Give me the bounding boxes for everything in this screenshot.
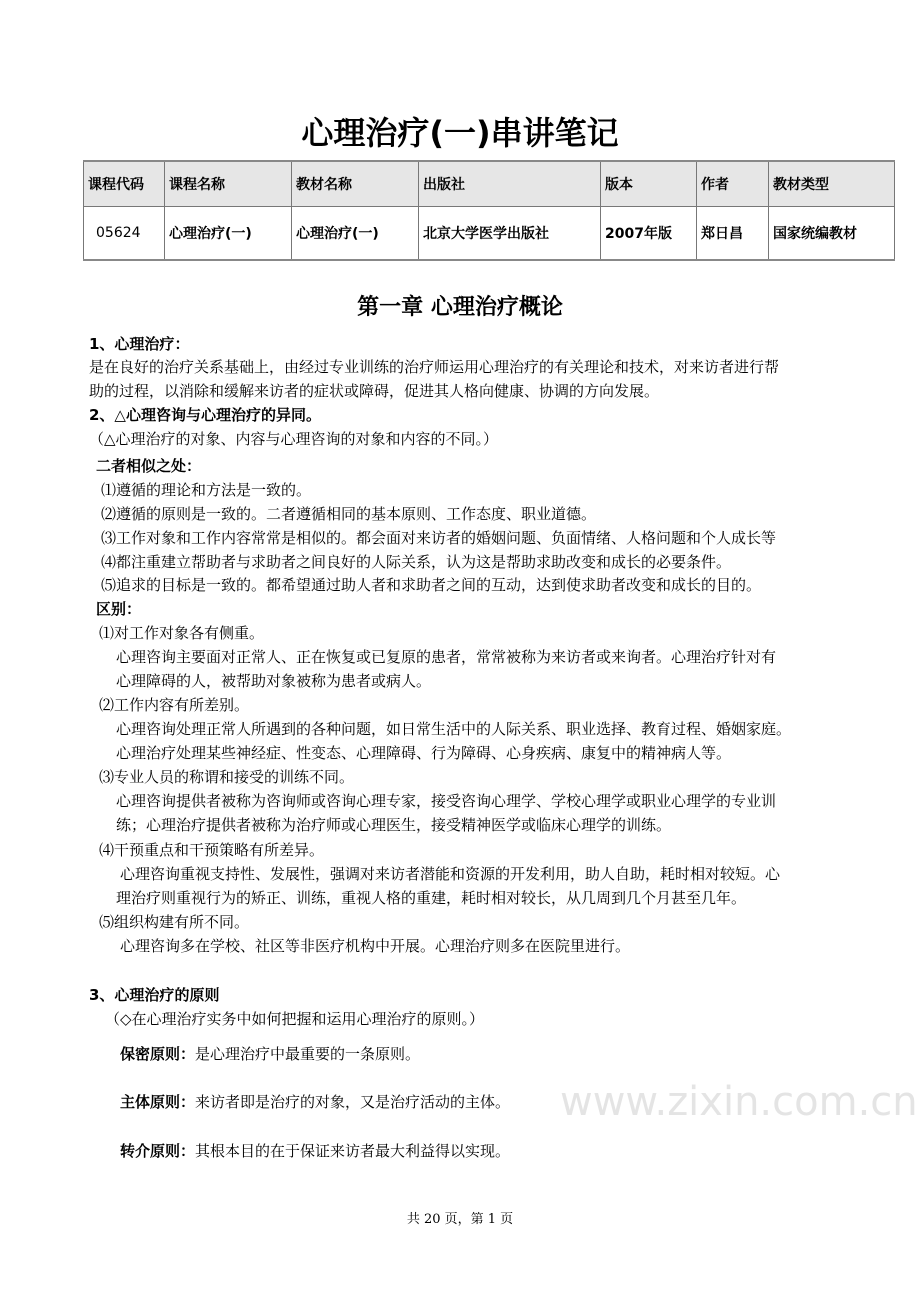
paragraph-line: 心理咨询多在学校、社区等非医疗机构中开展。心理治疗则多在医院里进行。 xyxy=(120,937,631,955)
principle-text: 其根本目的在于保证来访者最大利益得以实现。 xyxy=(195,1142,511,1160)
list-item: ⑷都注重建立帮助者与求助者之间良好的人际关系，认为这是帮助求助改变和成长的必要条件。 xyxy=(101,553,732,571)
principle-confidentiality xyxy=(120,1044,420,1064)
section-heading: 1、心理治疗： xyxy=(89,335,190,353)
list-item: ⑸组织构建有所不同。 xyxy=(99,913,250,931)
course-info-table xyxy=(83,160,895,261)
principle-text: 是心理治疗中最重要的一条原则。 xyxy=(195,1045,421,1063)
paragraph-line: 是在良好的治疗关系基础上，由经过专业训练的治疗师运用心理治疗的有关理论和技术，对来访者进行帮 xyxy=(89,358,780,376)
page-footer: 共 20 页，第 1 页 xyxy=(406,1212,514,1227)
table-cell: 心理治疗(一) xyxy=(165,207,292,261)
document-title: 心理治疗(一)串讲笔记 xyxy=(301,114,619,152)
paragraph-line: 心理咨询主要面对正常人、正在恢复或已复原的患者，常常被称为来访者或来询者。心理治疗针对有 xyxy=(116,648,777,666)
table-header: 版本 xyxy=(601,161,697,207)
table-header: 作者 xyxy=(697,161,769,207)
paragraph-line: （△心理治疗的对象、内容与心理咨询的对象和内容的不同。） xyxy=(89,430,499,448)
principle-referral xyxy=(120,1141,510,1161)
list-item: ⑵遵循的原则是一致的。二者遵循相同的基本原则、工作态度、职业道德。 xyxy=(101,505,597,523)
paragraph-line: 心理治疗处理某些神经症、性变态、心理障碍、行为障碍、心身疾病、康复中的精神病人等。 xyxy=(116,744,732,762)
table-cell: 北京大学医学出版社 xyxy=(419,207,601,261)
list-item: ⑴遵循的理论和方法是一致的。 xyxy=(101,481,312,499)
section-heading: 2、△心理咨询与心理治疗的异同。 xyxy=(89,406,321,424)
list-item: ⑴对工作对象各有侧重。 xyxy=(99,624,265,642)
table-header: 教材类型 xyxy=(769,161,895,207)
principle-text: 来访者即是治疗的对象，又是治疗活动的主体。 xyxy=(195,1093,511,1111)
table-cell: 国家统编教材 xyxy=(769,207,895,261)
list-item: ⑷干预重点和干预策略有所差异。 xyxy=(99,841,325,859)
subheading: 区别： xyxy=(96,600,142,618)
list-item: ⑶专业人员的称谓和接受的训练不同。 xyxy=(99,768,355,786)
table-header: 课程代码 xyxy=(84,161,165,207)
subheading: 二者相似之处： xyxy=(96,457,202,475)
paragraph-line: 心理咨询处理正常人所遇到的各种问题，如日常生活中的人际关系、职业选择、教育过程、婚姻家庭。 xyxy=(116,720,792,738)
table-header: 教材名称 xyxy=(292,161,419,207)
table-cell: 05624 xyxy=(84,207,165,261)
principle-subject xyxy=(120,1092,510,1112)
table-header: 出版社 xyxy=(419,161,601,207)
principle-name: 主体原则： xyxy=(120,1093,196,1111)
watermark: www.zixin.com.cn xyxy=(560,1079,918,1125)
paragraph-line: 助的过程，以消除和缓解来访者的症状或障碍，促进其人格向健康、协调的方向发展。 xyxy=(89,382,660,400)
principle-name: 转介原则： xyxy=(120,1142,196,1160)
chapter-heading: 第一章 心理治疗概论 xyxy=(357,295,563,320)
table-row xyxy=(84,207,895,261)
principle-name: 保密原则： xyxy=(120,1045,196,1063)
list-item: ⑶工作对象和工作内容常常是相似的。都会面对来访者的婚姻问题、负面情绪、人格问题和个人成长等 xyxy=(101,529,777,547)
list-item: ⑸追求的目标是一致的。都希望通过助人者和求助者之间的互动，达到使求助者改变和成长的目的。 xyxy=(101,576,762,594)
paragraph-line: 心理咨询提供者被称为咨询师或咨询心理专家，接受咨询心理学、学校心理学或职业心理学的专业训 xyxy=(116,792,777,810)
table-cell: 心理治疗(一) xyxy=(292,207,419,261)
paragraph-line: 理治疗则重视行为的矫正、训练，重视人格的重建，耗时相对较长，从几周到几个月甚至几年。 xyxy=(116,889,747,907)
table-header: 课程名称 xyxy=(165,161,292,207)
paragraph-line: 练；心理治疗提供者被称为治疗师或心理医生，接受精神医学或临床心理学的训练。 xyxy=(116,816,672,834)
table-cell: 2007年版 xyxy=(601,207,697,261)
paragraph-line: （◇在心理治疗实务中如何把握和运用心理治疗的原则。） xyxy=(105,1010,485,1028)
paragraph-line: 心理障碍的人，被帮助对象被称为患者或病人。 xyxy=(116,672,432,690)
table-header-row xyxy=(84,161,895,207)
list-item: ⑵工作内容有所差别。 xyxy=(99,696,250,714)
table-cell: 郑日昌 xyxy=(697,207,769,261)
section-heading: 3、心理治疗的原则 xyxy=(89,986,220,1004)
paragraph-line: 心理咨询重视支持性、发展性，强调对来访者潜能和资源的开发利用，助人自助，耗时相对较短。心 xyxy=(120,865,781,883)
